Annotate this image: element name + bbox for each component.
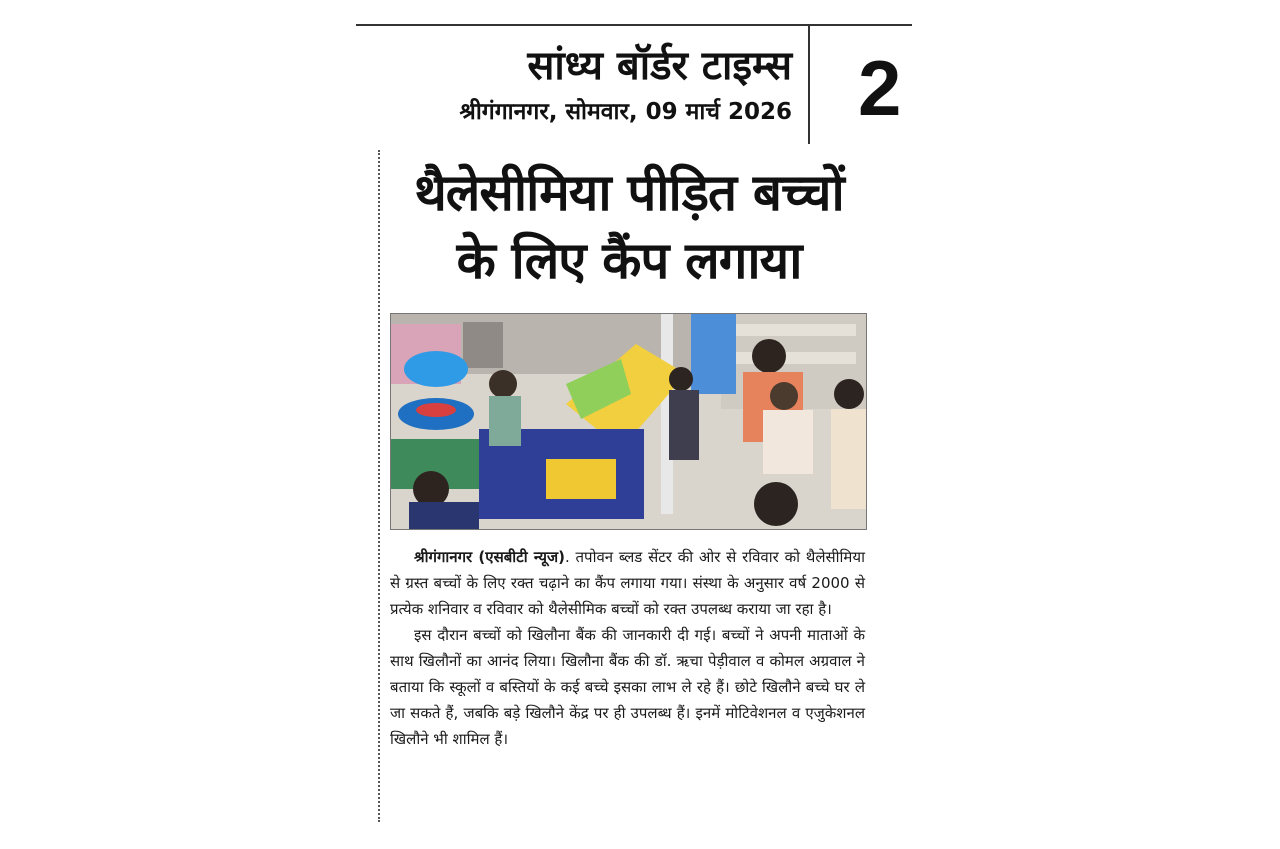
byline: श्रीगंगानगर (एसबीटी न्यूज) (414, 548, 565, 566)
dateline: श्रीगंगानगर, सोमवार, 09 मार्च 2026 (459, 99, 792, 125)
article-photo (390, 313, 867, 530)
body-paragraph-2: इस दौरान बच्चों को खिलौना बैंक की जानकारी दी गई। बच्चों ने अपनी माताओं के साथ खिलौनों का आनंद लिया। खिलौना बैंक की डॉ. ऋचा पेड़ीवाल व कोमल अग्रवाल ने बताया कि स्कूलों व बस्तियों के कई बच्चे इसका लाभ ले रहे हैं। छोटे खिलौने बच्चे घर ले जा सकते हैं, जबकि बड़े खिलौने केंद्र पर ही उपलब्ध हैं। इनमें मोटिवेशनल व एजुकेशनल खिलौने भी शामिल हैं। (390, 626, 865, 748)
masthead-top-rule (356, 24, 912, 26)
column-dotted-rule (378, 150, 380, 822)
newspaper-name: सांध्य बॉर्डर टाइम्स (527, 43, 792, 89)
headline-line-1: थैलेसीमिया पीड़ित बच्चों (414, 164, 844, 223)
page-number: 2 (858, 44, 902, 132)
masthead (392, 40, 792, 128)
headline-line-2: के लिए कैंप लगाया (456, 232, 802, 291)
masthead-divider (808, 26, 810, 144)
lead-text: . तपोवन ब्लड सेंटर की ओर से रविवार को थैलेसीमिया से ग्रस्त बच्चों के लिए रक्त चढ़ाने का कैंप लगाया गया। संस्था के अनुसार वर्ष 2000 से प्रत्येक शनिवार व रविवार को थैलेसीमिक बच्चों को रक्त उपलब्ध कराया जा रहा है। (390, 548, 865, 618)
article-headline (386, 160, 872, 296)
article-body (390, 544, 865, 752)
lead-paragraph (390, 544, 865, 622)
